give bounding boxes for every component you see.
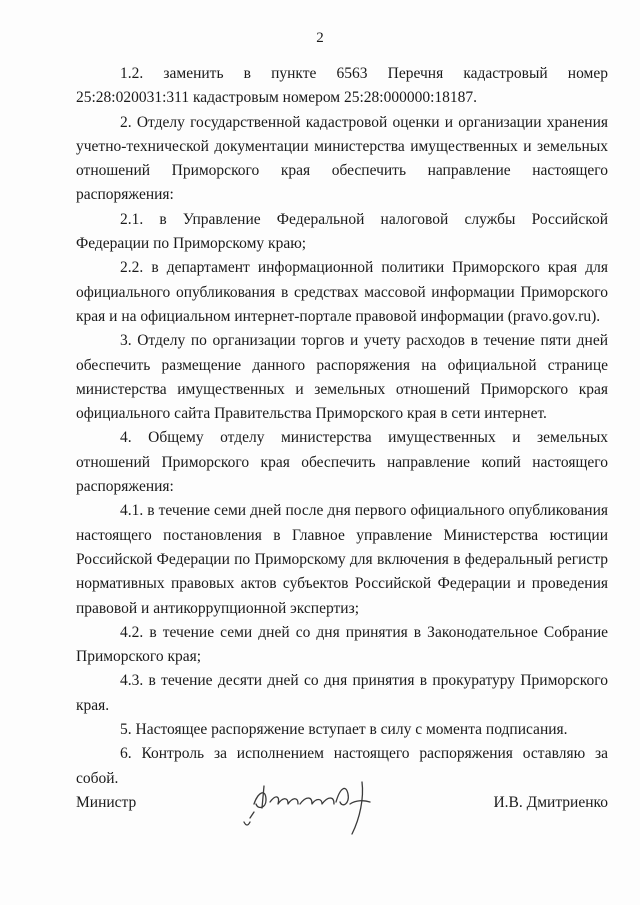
signatory-role: Министр: [76, 794, 137, 811]
handwritten-signature: [236, 774, 396, 844]
page-number: 2: [316, 30, 324, 46]
paragraph-3: 3. Отделу по организации торгов и учету расходов в течение пяти дней обеспечить размещение данного распоряжения на официальной странице министерства имущественных и земельных отношений Приморского края официального сайта Правительства Приморского края в сети интернет.: [76, 332, 608, 423]
paragraph-5: 5. Настоящее распоряжение вступает в силу с момента подписания.: [120, 721, 568, 739]
paragraph-4-2: 4.2. в течение семи дней со дня принятия в Законодательное Собрание Приморского края;: [76, 623, 608, 666]
signature-block: [76, 780, 608, 850]
paragraph-1-2: 1.2. заменить в пункте 6563 Перечня кадастровый номер 25:28:020031:311 кадастровым номером 25:28:000000:18187.: [76, 65, 608, 107]
paragraph-4: 4. Общему отделу министерства имущественных и земельных отношений Приморского края обеспечить направление копий настоящего распоряжения:: [76, 429, 608, 496]
paragraph-4-3: 4.3. в течение десяти дней со дня принятия в прокуратуру Приморского края.: [76, 672, 608, 714]
paragraph-6: 6. Контроль за исполнением настоящего распоряжения оставляю за собой.: [76, 745, 608, 787]
paragraph-4-1: 4.1. в течение семи дней после дня первого официального опубликования настоящего постановления в Главное управление Министерства юстиции Российской Федерации по Приморскому для включения в федеральный регистр нормативных правовых актов субъектов Российской Федерации и проведения правовой и антикоррупционной экспертиз;: [76, 502, 608, 617]
paragraph-2-2: 2.2. в департамент информационной политики Приморского края для официального опубликования в средствах массовой информации Приморского края и на официальном интернет-портале правовой информации (pravo.gov.ru).: [76, 259, 608, 325]
document-body: [76, 62, 608, 791]
paragraph-2-1: 2.1. в Управление Федеральной налоговой службы Российской Федерации по Приморскому краю;: [76, 210, 608, 253]
signatory-name: И.В. Дмитриенко: [493, 794, 608, 811]
paragraph-2: 2. Отделу государственной кадастровой оценки и организации хранения учетно-технической документации министерства имущественных и земельных отношений Приморского края обеспечить направление настоящего распоряжения:: [76, 113, 608, 204]
